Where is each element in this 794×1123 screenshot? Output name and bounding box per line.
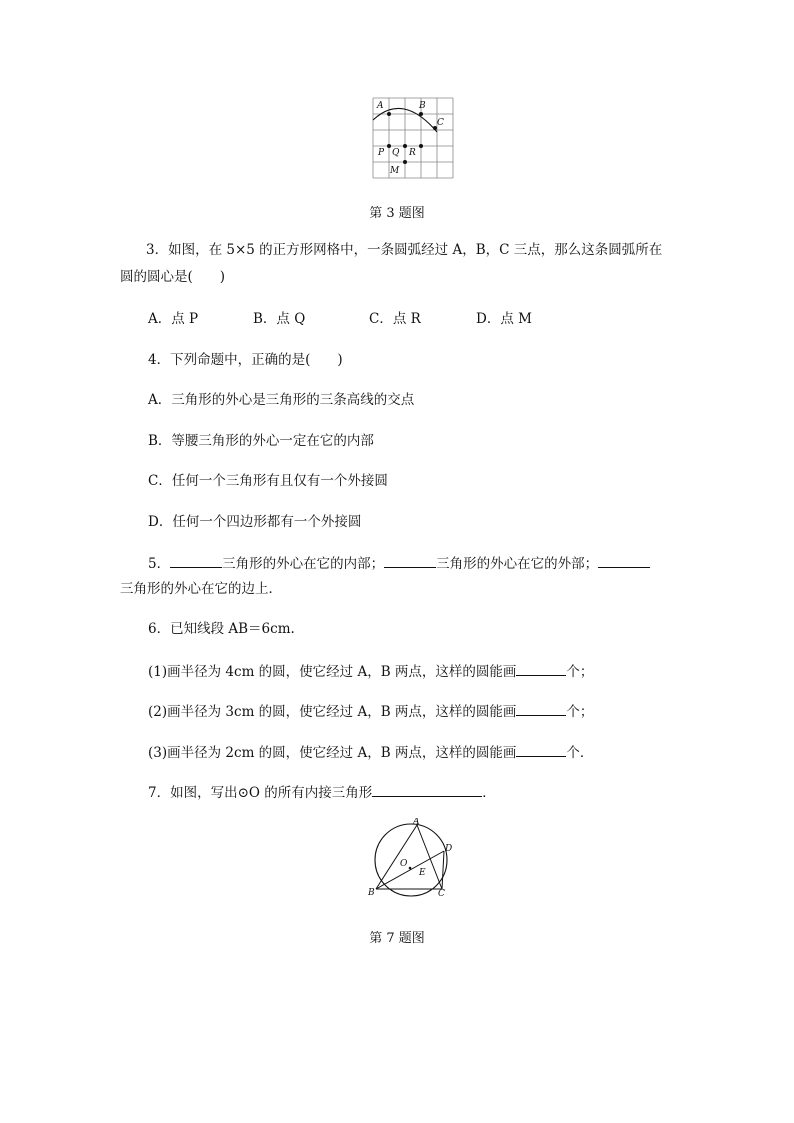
q5-blank-1[interactable]: [170, 553, 222, 568]
q6-sub-3-text: (3)画半径为 2cm 的圆，使它经过 A，B 两点，这样的圆能画: [148, 745, 517, 761]
q7-blank[interactable]: [372, 782, 482, 797]
label-O: O: [400, 859, 408, 869]
q5-part2: 三角形的外心在它的外部；: [436, 556, 599, 572]
q6-sub-1: [148, 661, 593, 681]
figure-3-caption: 第 3 题图: [369, 206, 425, 221]
label-B: B: [419, 101, 426, 111]
q6-sub-2-text: (2)画半径为 3cm 的圆，使它经过 A，B 两点，这样的圆能画: [148, 704, 517, 720]
q5-line2: 三角形的外心在它的边上．: [120, 581, 282, 597]
q6-stem: 6．已知线段 AB＝6cm.: [148, 621, 295, 637]
q6-sub-2-end: 个；: [566, 704, 594, 720]
q5-line1: [148, 553, 650, 573]
label-E: E: [419, 868, 426, 878]
label-R: R: [409, 148, 416, 158]
figure-7-circle: [364, 818, 464, 902]
label-M: M: [390, 166, 400, 176]
figure-3-grid: [368, 94, 458, 180]
label-C: C: [437, 118, 444, 128]
q5-blank-2[interactable]: [384, 553, 436, 568]
label-A: A: [413, 818, 420, 827]
q5-part1: 三角形的外心在它的内部；: [222, 556, 385, 572]
q6-sub-1-end: 个；: [566, 664, 594, 680]
q6-blank-3[interactable]: [516, 742, 566, 757]
label-A: A: [377, 101, 384, 111]
q4-option-c: C．任何一个三角形有且仅有一个外接圆: [148, 473, 388, 489]
q4-option-b: B．等腰三角形的外心一定在它的内部: [148, 433, 374, 449]
q3-option-b: B．点 Q: [253, 311, 306, 327]
q5-number: 5．: [148, 556, 171, 572]
q3-option-d: D．点 M: [476, 311, 532, 327]
q6-sub-2: [148, 701, 593, 721]
label-P: P: [378, 148, 385, 158]
q6-blank-1[interactable]: [516, 661, 566, 676]
q3-option-c: C．点 R: [369, 311, 421, 327]
label-D: D: [445, 844, 453, 854]
q3-line1: 3．如图，在 5×5 的正方形网格中，一条圆弧经过 A，B，C 三点，那么这条圆弧所在: [146, 242, 663, 258]
q3-line2: 圆的圆心是( ): [120, 269, 226, 285]
q7-end: ．: [482, 785, 496, 801]
q7-text: 7．如图，写出⊙O 的所有内接三角形: [148, 785, 373, 801]
q6-sub-3: [148, 742, 593, 762]
q6-sub-3-end: 个．: [566, 745, 594, 761]
q4-stem: 4．下列命题中，正确的是( ): [148, 352, 343, 368]
label-Q: Q: [392, 148, 400, 158]
q6-blank-2[interactable]: [516, 701, 566, 716]
label-B: B: [368, 888, 375, 898]
label-C: C: [438, 889, 445, 899]
q4-option-d: D．任何一个四边形都有一个外接圆: [148, 514, 362, 530]
q6-sub-1-text: (1)画半径为 4cm 的圆，使它经过 A，B 两点，这样的圆能画: [148, 664, 517, 680]
q7-line: [148, 782, 496, 802]
figure-7-caption: 第 7 题图: [369, 931, 425, 946]
q4-option-a: A．三角形的外心是三角形的三条高线的交点: [148, 392, 415, 408]
q5-blank-3[interactable]: [598, 553, 650, 568]
q3-option-a: A．点 P: [148, 311, 199, 327]
